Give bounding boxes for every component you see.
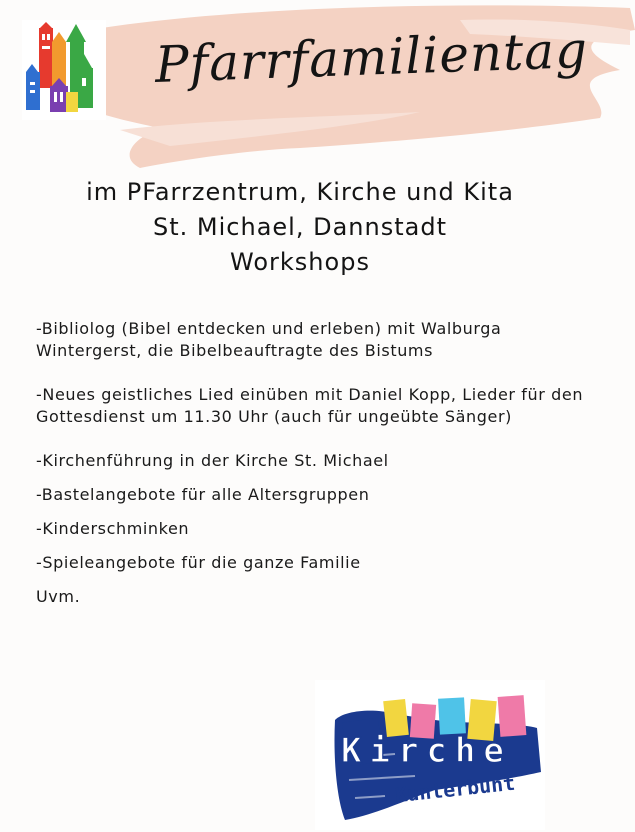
subtitle-workshops: Workshops <box>230 248 370 276</box>
list-item: -Bastelangebote für alle Altersgruppen <box>36 485 370 504</box>
logo-word-kirche: Kirche <box>341 731 512 771</box>
logo-word-kunterbunt: Kunterbunt <box>393 770 517 808</box>
list-item: -Bibliolog (Bibel entdecken und erleben) mit Walburga Wintergerst, die Bibelbeauftragte des Bistums <box>36 319 502 360</box>
subtitle-place: St. Michael, Dannstadt <box>153 213 447 241</box>
subtitle-location: im PFarrzentrum, Kirche und Kita <box>86 178 514 206</box>
kirche-kunterbunt-logo <box>315 680 545 830</box>
list-item: -Kirchenführung in der Kirche St. Michael <box>36 451 389 470</box>
page-title: Pfarrfamilientag <box>153 20 589 94</box>
list-item: -Kinderschminken <box>36 519 190 538</box>
workshop-list <box>36 318 606 620</box>
list-item: Uvm. <box>36 587 81 606</box>
church-towers-icon <box>22 20 106 120</box>
list-item: -Spieleangebote für die ganze Familie <box>36 553 361 572</box>
list-item: -Neues geistliches Lied einüben mit Daniel Kopp, Lieder für den Gottesdienst um 11.30 Uhr (auch für ungeübte Sänger) <box>36 385 584 426</box>
